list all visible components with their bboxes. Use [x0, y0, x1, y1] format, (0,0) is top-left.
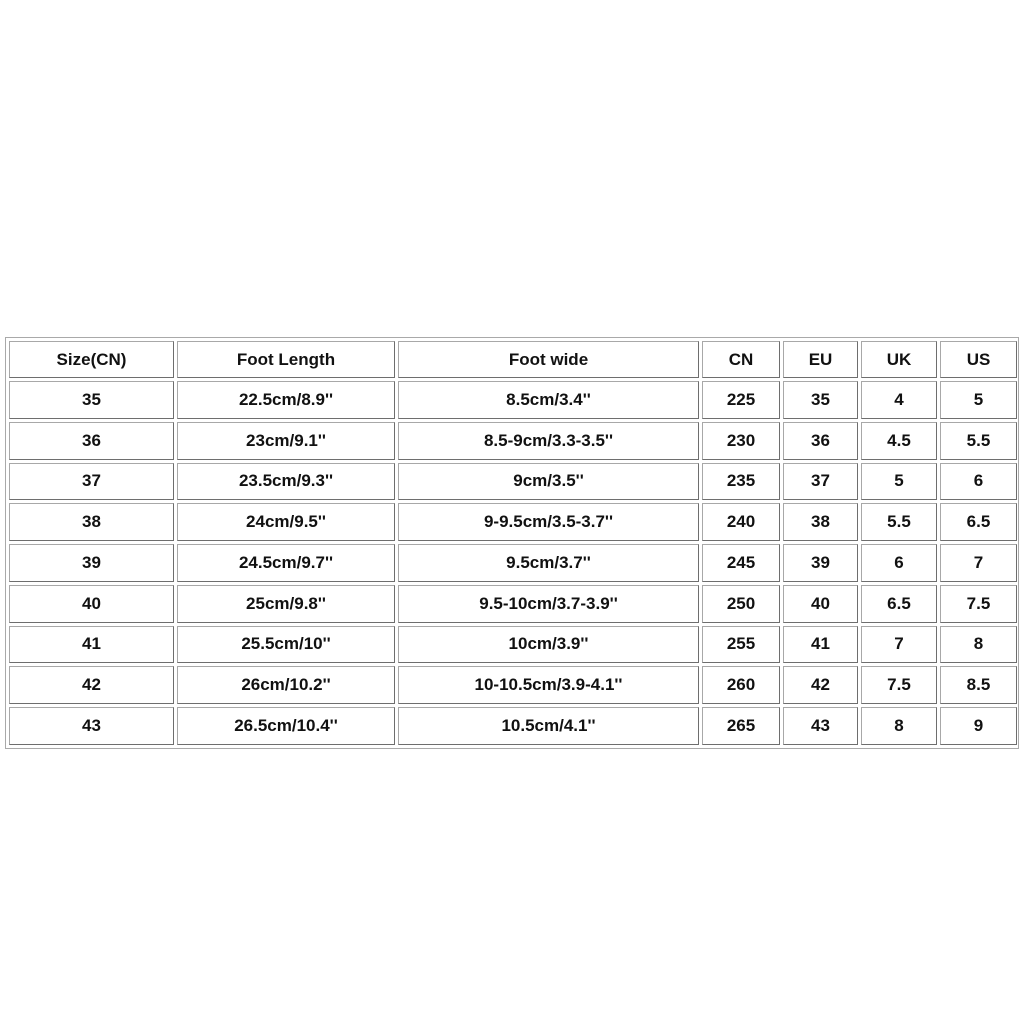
cell-foot-wide: 9-9.5cm/3.5-3.7'' [398, 503, 699, 541]
header-cn: CN [702, 341, 780, 378]
size-chart-table [6, 338, 1020, 748]
cell-eu: 36 [783, 422, 858, 460]
table-row [9, 381, 1017, 419]
cell-us: 7 [940, 544, 1017, 582]
cell-us: 8 [940, 626, 1017, 664]
header-us: US [940, 341, 1017, 378]
cell-foot-wide: 9.5cm/3.7'' [398, 544, 699, 582]
cell-cn: 265 [702, 707, 780, 745]
cell-foot-length: 23cm/9.1'' [177, 422, 395, 460]
cell-foot-length: 25cm/9.8'' [177, 585, 395, 623]
cell-cn: 255 [702, 626, 780, 664]
header-size-cn: Size(CN) [9, 341, 174, 378]
cell-us: 7.5 [940, 585, 1017, 623]
cell-size-cn: 35 [9, 381, 174, 419]
table-row [9, 707, 1017, 745]
cell-foot-length: 23.5cm/9.3'' [177, 463, 395, 501]
table-row [9, 666, 1017, 704]
cell-foot-wide: 9.5-10cm/3.7-3.9'' [398, 585, 699, 623]
cell-eu: 38 [783, 503, 858, 541]
cell-foot-length: 24.5cm/9.7'' [177, 544, 395, 582]
cell-cn: 250 [702, 585, 780, 623]
cell-uk: 6 [861, 544, 937, 582]
table-row [9, 463, 1017, 501]
cell-size-cn: 43 [9, 707, 174, 745]
table-row [9, 503, 1017, 541]
cell-foot-length: 24cm/9.5'' [177, 503, 395, 541]
cell-uk: 5.5 [861, 503, 937, 541]
cell-us: 6 [940, 463, 1017, 501]
cell-uk: 7.5 [861, 666, 937, 704]
header-row [9, 341, 1017, 378]
cell-us: 8.5 [940, 666, 1017, 704]
cell-foot-length: 22.5cm/8.9'' [177, 381, 395, 419]
header-foot-wide: Foot wide [398, 341, 699, 378]
cell-eu: 42 [783, 666, 858, 704]
cell-size-cn: 42 [9, 666, 174, 704]
cell-foot-wide: 10-10.5cm/3.9-4.1'' [398, 666, 699, 704]
cell-foot-wide: 10.5cm/4.1'' [398, 707, 699, 745]
cell-cn: 235 [702, 463, 780, 501]
cell-uk: 4 [861, 381, 937, 419]
cell-size-cn: 39 [9, 544, 174, 582]
cell-eu: 37 [783, 463, 858, 501]
cell-foot-wide: 10cm/3.9'' [398, 626, 699, 664]
header-uk: UK [861, 341, 937, 378]
table-row [9, 422, 1017, 460]
cell-size-cn: 36 [9, 422, 174, 460]
table-row [9, 585, 1017, 623]
cell-eu: 40 [783, 585, 858, 623]
cell-us: 6.5 [940, 503, 1017, 541]
table-row [9, 544, 1017, 582]
cell-eu: 41 [783, 626, 858, 664]
cell-foot-length: 26cm/10.2'' [177, 666, 395, 704]
cell-cn: 245 [702, 544, 780, 582]
cell-foot-wide: 8.5cm/3.4'' [398, 381, 699, 419]
cell-size-cn: 38 [9, 503, 174, 541]
cell-foot-length: 25.5cm/10'' [177, 626, 395, 664]
size-chart [5, 337, 1019, 749]
cell-cn: 240 [702, 503, 780, 541]
cell-foot-wide: 9cm/3.5'' [398, 463, 699, 501]
cell-eu: 39 [783, 544, 858, 582]
cell-foot-wide: 8.5-9cm/3.3-3.5'' [398, 422, 699, 460]
cell-size-cn: 41 [9, 626, 174, 664]
cell-us: 9 [940, 707, 1017, 745]
cell-eu: 35 [783, 381, 858, 419]
cell-cn: 230 [702, 422, 780, 460]
cell-us: 5.5 [940, 422, 1017, 460]
cell-uk: 8 [861, 707, 937, 745]
cell-cn: 225 [702, 381, 780, 419]
cell-size-cn: 37 [9, 463, 174, 501]
cell-size-cn: 40 [9, 585, 174, 623]
cell-uk: 7 [861, 626, 937, 664]
cell-eu: 43 [783, 707, 858, 745]
cell-cn: 260 [702, 666, 780, 704]
cell-uk: 5 [861, 463, 937, 501]
cell-foot-length: 26.5cm/10.4'' [177, 707, 395, 745]
cell-uk: 6.5 [861, 585, 937, 623]
cell-uk: 4.5 [861, 422, 937, 460]
header-foot-length: Foot Length [177, 341, 395, 378]
header-eu: EU [783, 341, 858, 378]
cell-us: 5 [940, 381, 1017, 419]
table-row [9, 626, 1017, 664]
